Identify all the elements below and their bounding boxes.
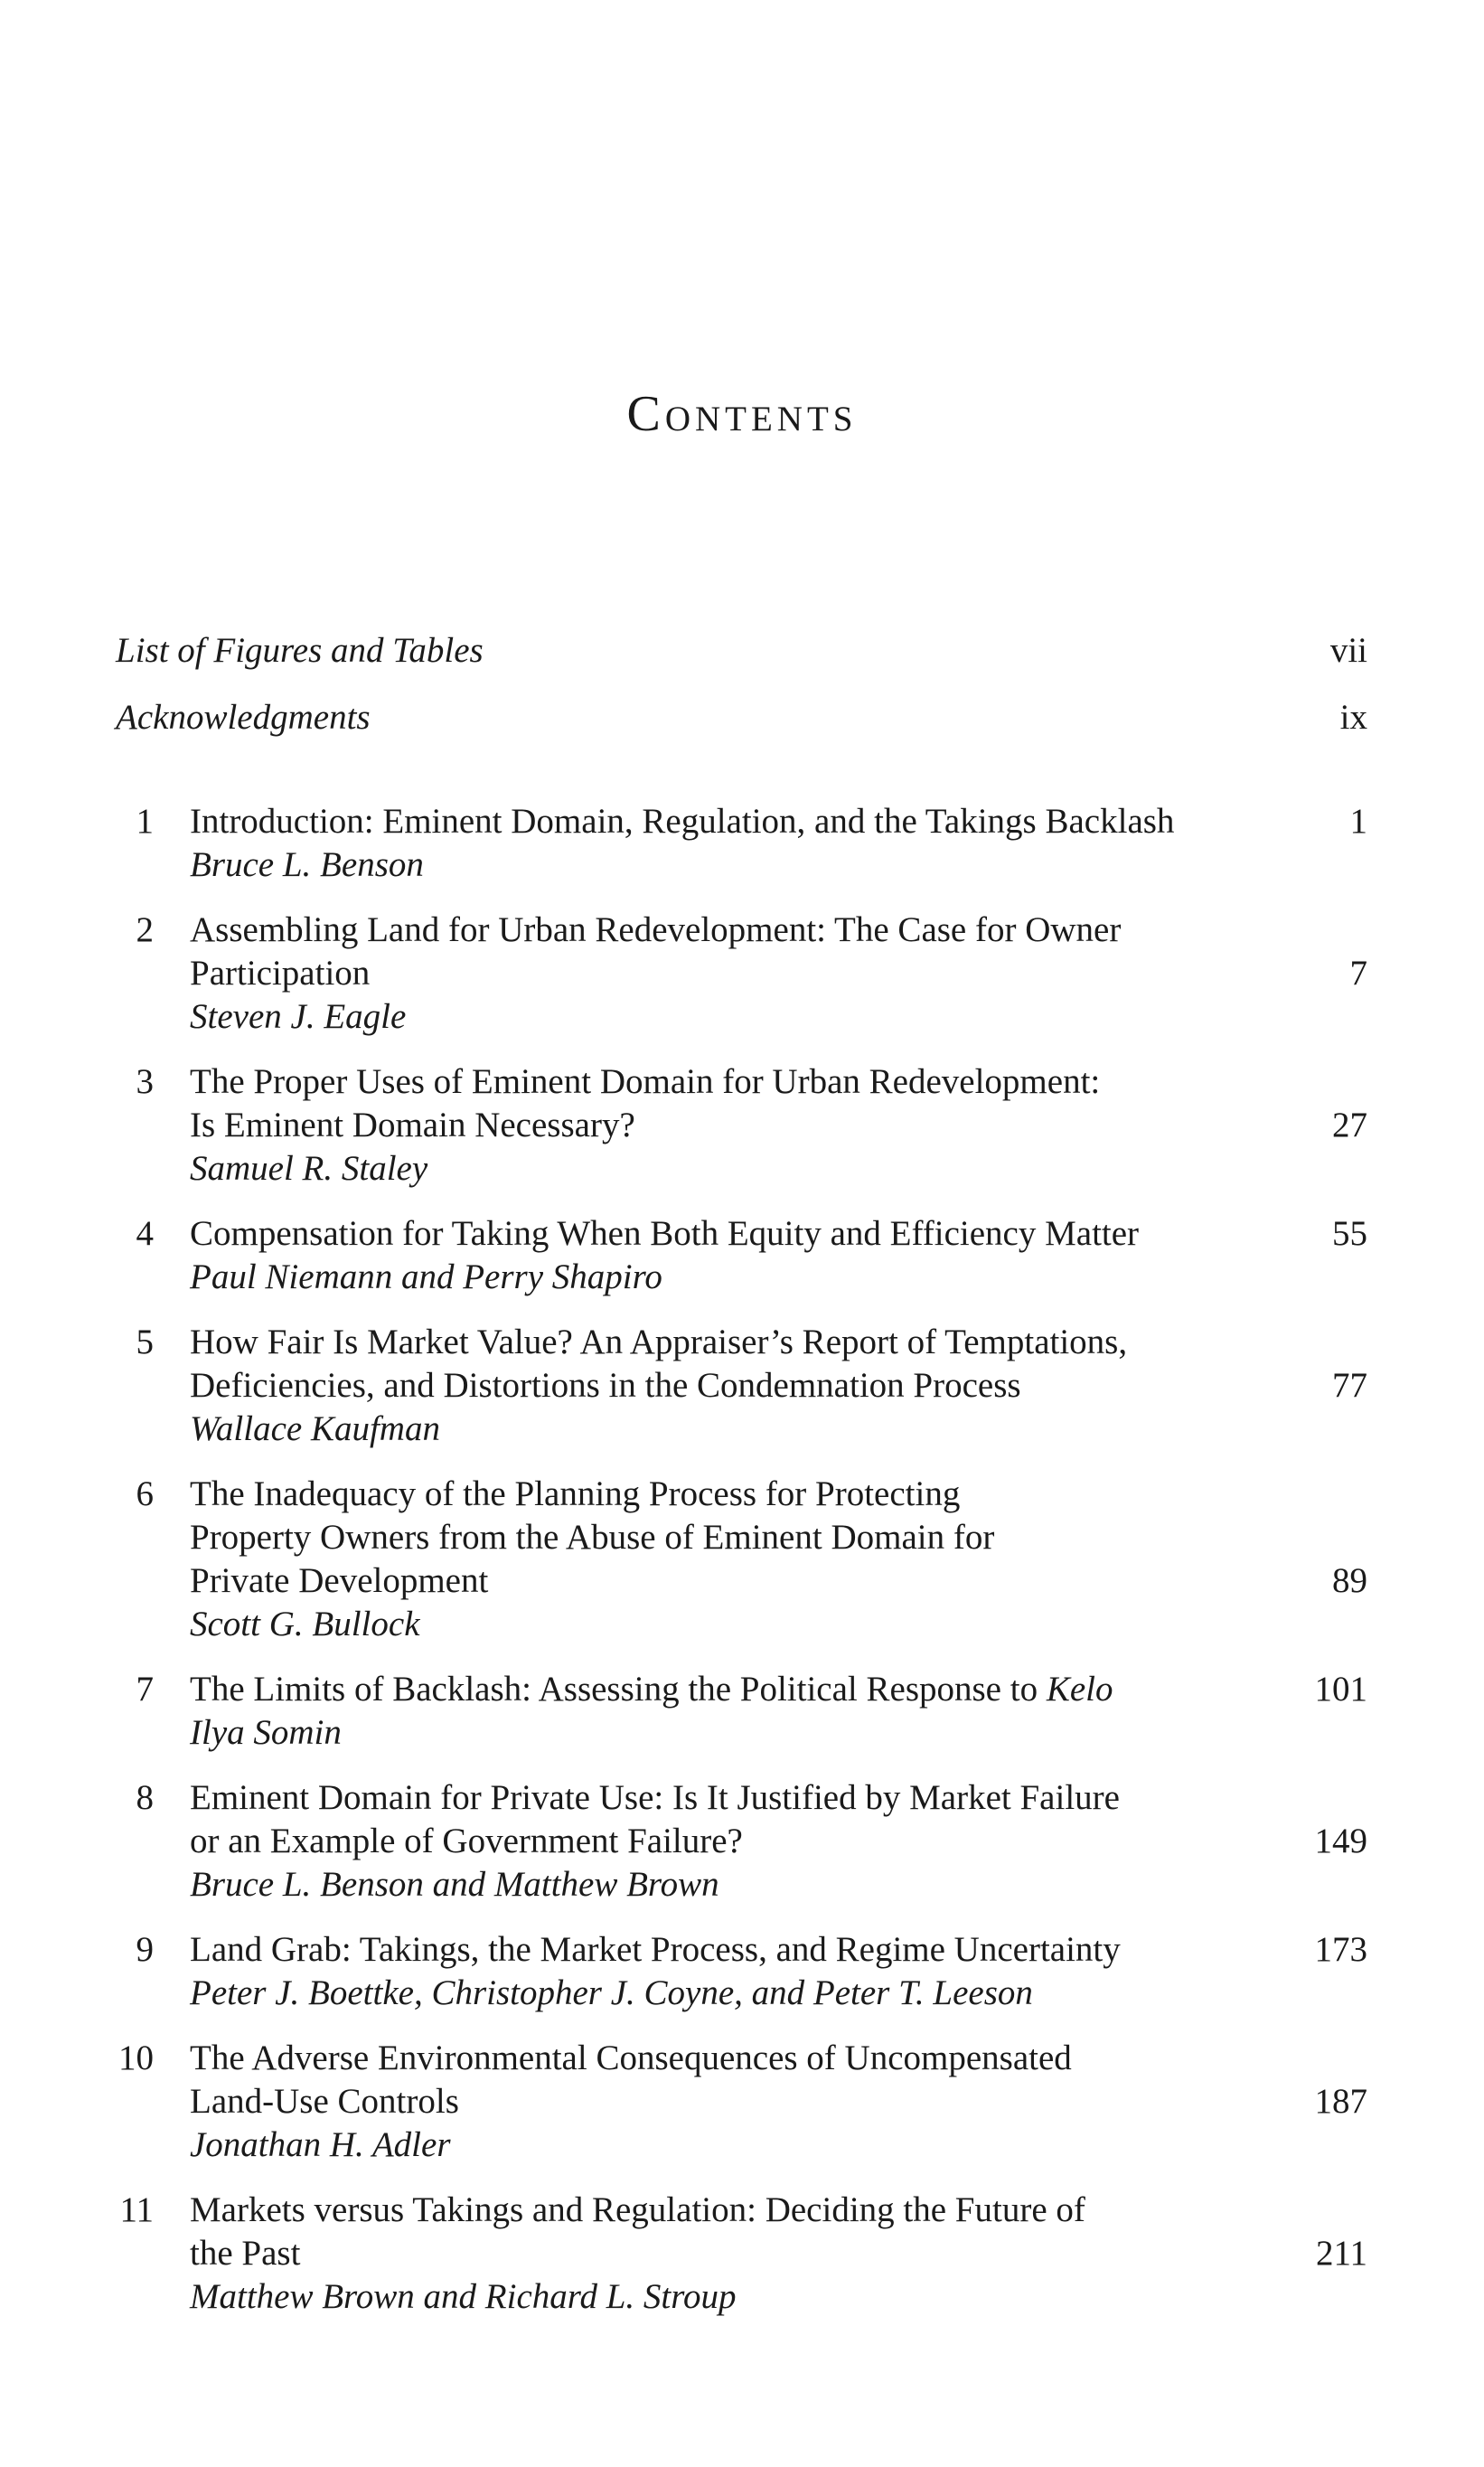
chapter-body [190,1776,1367,1907]
front-matter-title[interactable]: Acknowledgments [116,698,371,737]
chapter-title[interactable] [190,1928,1121,1972]
chapter-title-line [190,1212,1139,1256]
chapter-number: 11 [119,2190,154,2229]
chapter-title-text: Assembling Land for Urban Redevelopment: The Case for Owner [190,910,1122,949]
chapter-author: Jonathan H. Adler [190,2125,451,2164]
chapter-page-number: 89 [1332,1561,1367,1600]
chapter-page-number: 101 [1314,1670,1367,1709]
chapter-body [190,2037,1367,2167]
chapter-body [190,800,1367,887]
chapter-title[interactable] [190,1473,994,1603]
chapter-body [190,2189,1367,2319]
chapter-title-row [190,909,1367,995]
chapter-title-text: Participation [190,954,371,993]
chapter-title[interactable] [190,1668,1113,1711]
chapter-title-text: Deficiencies, and Distortions in the Condemnation Process [190,1366,1021,1405]
front-matter-title[interactable]: List of Figures and Tables [116,631,484,670]
chapter-title-text: Land Grab: Takings, the Market Process, and Regime Uncertainty [190,1930,1121,1969]
chapter-entry[interactable] [108,800,1367,887]
chapter-number: 4 [136,1214,154,1253]
chapter-title-row [190,1668,1367,1711]
chapter-number: 3 [136,1062,154,1101]
chapter-title-text: Markets versus Takings and Regulation: Deciding the Future of [190,2190,1085,2229]
chapter-page-number: 55 [1332,1214,1367,1253]
chapter-page-number: 27 [1332,1106,1367,1144]
chapter-author: Bruce L. Benson and Matthew Brown [190,1865,719,1904]
chapter-title-line [190,1516,994,1559]
chapter-author: Matthew Brown and Richard L. Stroup [190,2277,737,2316]
chapter-author: Peter J. Boettke, Christopher J. Coyne, and Peter T. Leeson [190,1973,1033,2012]
chapter-title[interactable] [190,2037,1072,2123]
chapter-entry[interactable] [108,2189,1367,2319]
chapter-number: 1 [136,802,154,841]
front-matter-entry [116,696,1367,739]
chapter-page-number: 173 [1314,1930,1367,1969]
chapter-title[interactable] [190,1776,1120,1863]
chapter-title-text: Property Owners from the Abuse of Eminent Domain for [190,1518,995,1557]
chapter-title-line [190,1364,1127,1408]
chapter-title-line [190,1473,994,1516]
chapter-list [108,800,1367,2340]
chapter-number: 8 [136,1778,154,1817]
chapter-title-text: Private Development [190,1561,489,1600]
chapter-page-number: 77 [1332,1366,1367,1405]
chapter-body [190,1668,1367,1755]
chapter-title-text: The Adverse Environmental Consequences of Uncompensated [190,2039,1072,2077]
chapter-number: 9 [136,1930,154,1969]
chapter-title[interactable] [190,1321,1127,1408]
chapter-body [190,1321,1367,1451]
chapter-title-line [190,800,1174,843]
chapter-title-row [190,1321,1367,1408]
chapter-title-line [190,1928,1121,1972]
chapter-title[interactable] [190,1212,1139,1256]
chapter-title[interactable] [190,800,1174,843]
chapter-author: Scott G. Bullock [190,1605,420,1643]
chapter-title-text: The Inadequacy of the Planning Process for Protecting [190,1474,961,1513]
chapter-author: Wallace Kaufman [190,1409,440,1448]
chapter-title-line [190,909,1121,952]
chapter-number: 2 [136,910,154,949]
chapter-title-text: Is Eminent Domain Necessary? [190,1106,635,1144]
chapter-body [190,1060,1367,1191]
chapter-entry[interactable] [108,1212,1367,1299]
chapter-author: Steven J. Eagle [190,997,407,1036]
chapter-title-row [190,1928,1367,1972]
chapter-title-text: How Fair Is Market Value? An Appraiser’s Report of Temptations, [190,1323,1128,1361]
chapter-title-line [190,2037,1072,2080]
chapter-author: Paul Niemann and Perry Shapiro [190,1257,662,1296]
chapter-title-line [190,1776,1120,1820]
chapter-title-line [190,1820,1120,1863]
chapter-page-number: 149 [1314,1822,1367,1860]
front-matter-page: vii [1329,631,1367,670]
chapter-title-line [190,1668,1113,1711]
front-matter-page: ix [1339,698,1367,737]
chapter-page-number: 7 [1349,954,1367,993]
chapter-title-line [190,1104,1100,1147]
chapter-title-line [190,952,1121,995]
chapter-entry[interactable] [108,1473,1367,1646]
chapter-title[interactable] [190,1060,1100,1147]
chapter-title-text: Eminent Domain for Private Use: Is It Justified by Market Failure [190,1778,1120,1817]
chapter-title-line [190,2080,1072,2123]
chapter-title-line [190,2189,1085,2232]
chapter-body [190,1928,1367,2015]
chapter-number: 5 [136,1323,154,1361]
chapter-title-row [190,1473,1367,1603]
chapter-title-text: the Past [190,2234,301,2273]
chapter-title-row [190,800,1367,843]
chapter-body [190,1212,1367,1299]
chapter-author: Samuel R. Staley [190,1149,428,1188]
chapter-number: 6 [136,1474,154,1513]
chapter-number: 10 [118,2039,154,2077]
chapter-title-text: or an Example of Government Failure? [190,1822,743,1860]
chapter-entry[interactable] [108,1060,1367,1191]
page-title: Contents [626,386,858,442]
chapter-title-text: Compensation for Taking When Both Equity and Efficiency Matter [190,1214,1140,1253]
chapter-page-number: 1 [1349,802,1367,841]
chapter-title-text: Introduction: Eminent Domain, Regulation, and the Takings Backlash [190,802,1175,841]
chapter-title-text: The Proper Uses of Eminent Domain for Urban Redevelopment: [190,1062,1101,1101]
chapter-title-row [190,1060,1367,1147]
chapter-author: Ilya Somin [190,1713,342,1752]
chapter-entry[interactable] [108,2037,1367,2167]
chapter-title-line [190,1060,1100,1104]
front-matter-entry [116,629,1367,673]
chapter-author: Bruce L. Benson [190,845,424,884]
chapter-title[interactable] [190,2189,1085,2275]
chapter-title-line [190,1321,1127,1364]
chapter-title-row [190,2037,1367,2123]
chapter-title-italic: Kelo [1046,1670,1113,1709]
chapter-title-line [190,1559,994,1603]
chapter-page-number: 211 [1315,2234,1367,2273]
chapter-body [190,1473,1367,1646]
chapter-title-line [190,2232,1085,2275]
chapter-page-number: 187 [1314,2082,1367,2121]
chapter-entry[interactable] [108,1668,1367,1755]
chapter-entry[interactable] [108,1321,1367,1451]
chapter-title-row [190,1212,1367,1256]
chapter-title-text: Land-Use Controls [190,2082,459,2121]
chapter-entry[interactable] [108,1928,1367,2015]
chapter-title-text: The Limits of Backlash: Assessing the Political Response to [190,1670,1038,1709]
chapter-title[interactable] [190,909,1121,995]
chapter-title-row [190,1776,1367,1863]
chapter-number: 7 [136,1670,154,1709]
chapter-title-row [190,2189,1367,2275]
chapter-entry[interactable] [108,909,1367,1039]
chapter-body [190,909,1367,1039]
chapter-entry[interactable] [108,1776,1367,1907]
